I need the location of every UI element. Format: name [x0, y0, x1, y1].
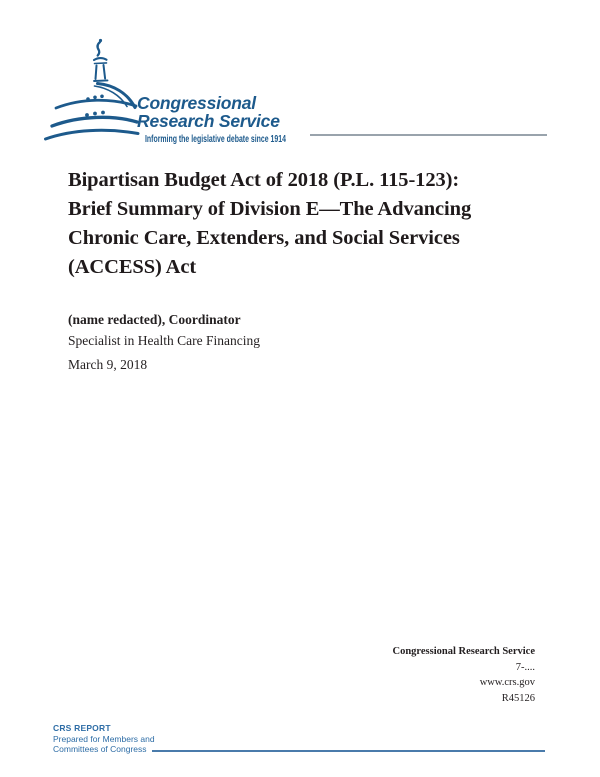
capitol-dome-icon [44, 36, 140, 142]
report-date: March 9, 2018 [68, 357, 148, 372]
report-title-line-4: (ACCESS) Act [68, 256, 197, 278]
report-title-line-1: Bipartisan Budget Act of 2018 (P.L. 115-123): [68, 169, 460, 191]
report-number: R45126 [501, 693, 535, 705]
author-block [68, 309, 260, 351]
crs-report-label: CRS REPORT [53, 723, 111, 733]
footer-crs-report-block [53, 723, 155, 755]
author-name: (name redacted), Coordinator [68, 312, 241, 327]
report-title [68, 166, 548, 282]
header-rule [310, 134, 547, 136]
logo-tagline: Informing the legislative debate since 1914 [145, 133, 286, 145]
prepared-for-line1: Prepared for Members and [53, 733, 155, 744]
author-role: Specialist in Health Care Financing [68, 333, 260, 348]
crs-wordmark [137, 94, 359, 145]
footer-phone-redacted: 7-.... [515, 661, 535, 673]
logo-wordmark-line2: Research Service [137, 111, 280, 131]
footer-rule [152, 750, 545, 752]
report-title-line-3: Chronic Care, Extenders, and Social Services [68, 227, 460, 249]
logo-wordmark-line1: Congressional [137, 93, 256, 113]
crs-website-link[interactable]: www.crs.gov [479, 677, 535, 689]
footer-publication-block [392, 644, 535, 707]
footer-org-name: Congressional Research Service [392, 646, 535, 657]
report-title-line-2: Brief Summary of Division E—The Advancing [68, 198, 472, 220]
prepared-for-line2: Committees of Congress [53, 744, 147, 754]
